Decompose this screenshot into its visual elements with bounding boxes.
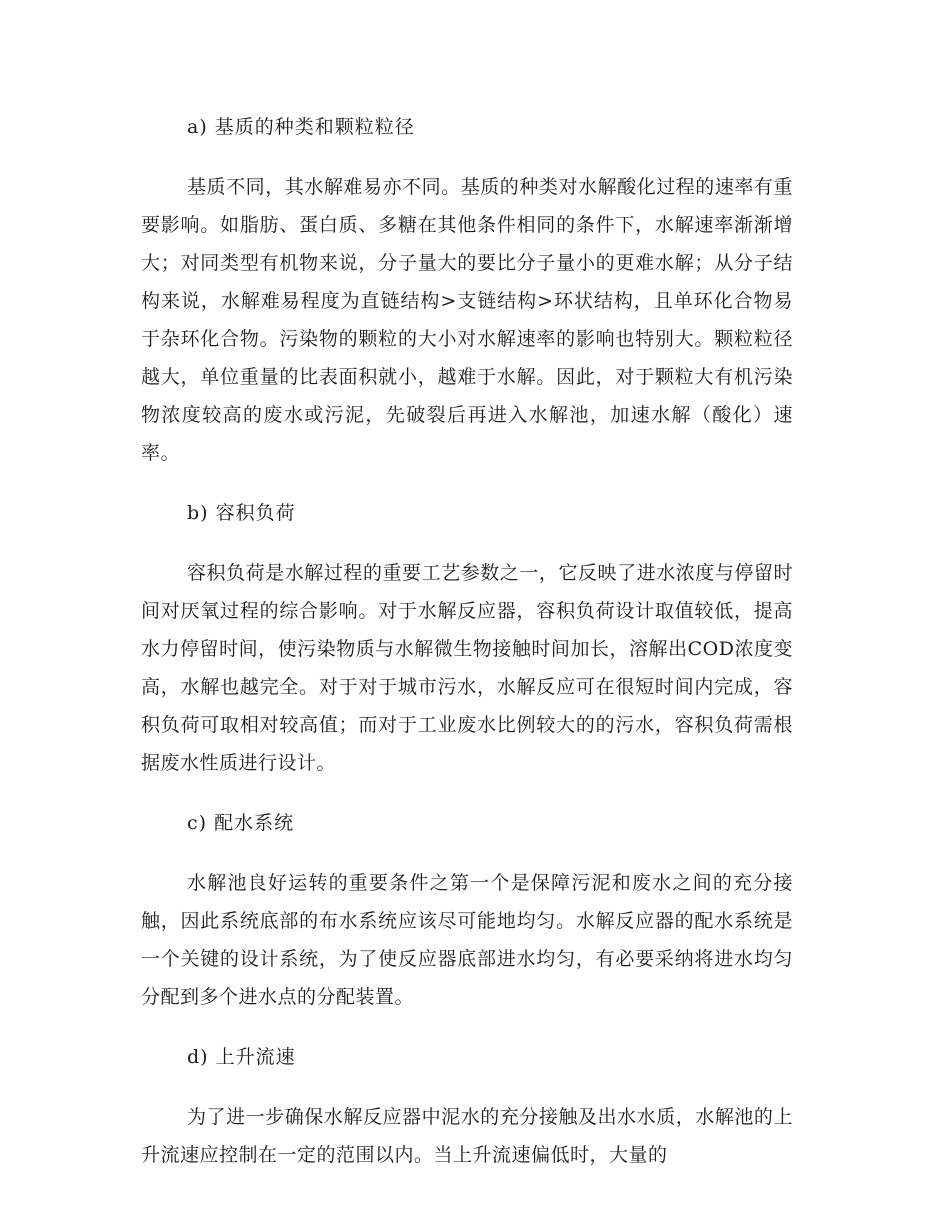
section-paragraph-c: 水解池良好运转的重要条件之第一个是保障污泥和废水之间的充分接触，因此系统底部的布水系统应该尽可能地均匀。水解反应器的配水系统是一个关键的设计系统，为了使反应器底部进水均匀，有必要采纳将进水均匀分配到多个进水点的分配装置。 (141, 872, 793, 1008)
section-paragraph-d: 为了进一步确保水解反应器中泥水的充分接触及出水水质，水解池的上升流速应控制在一定的范围以内。当上升流速偏低时，大量的 (141, 1106, 793, 1166)
document-page (141, 108, 793, 1196)
section-paragraph-a: 基质不同，其水解难易亦不同。基质的种类对水解酸化过程的速率有重要影响。如脂肪、蛋白质、多糖在其他条件相同的条件下，水解速率渐渐增大；对同类型有机物来说，分子量大的要比分子量小的更难水解；从分子结构来说，水解难易程度为直链结构>支链结构>环状结构，且单环化合物易于杂环化合物。污染物的颗粒的大小对水解速率的影响也特别大。颗粒粒径越大，单位重量的比表面积就小，越难于水解。因此，对于颗粒大有机污染物浓度较高的废水或污泥，先破裂后再进入水解池，加速水解（酸化）速率。 (141, 176, 793, 464)
section-heading-b: b) 容积负荷 (187, 502, 296, 524)
section-heading-d: d) 上升流速 (187, 1046, 296, 1068)
section-heading-a: a) 基质的种类和颗粒粒径 (187, 116, 415, 138)
section-heading-c: c) 配水系统 (187, 812, 295, 834)
section-paragraph-b: 容积负荷是水解过程的重要工艺参数之一，它反映了进水浓度与停留时间对厌氧过程的综合影响。对于水解反应器，容积负荷设计取值较低，提高水力停留时间，使污染物质与水解微生物接触时间加长，溶解出COD浓度变高，水解也越完全。对于对于城市污水，水解反应可在很短时间内完成，容积负荷可取相对较高值；而对于工业废水比例较大的的污水，容积负荷需根据废水性质进行设计。 (141, 562, 793, 774)
